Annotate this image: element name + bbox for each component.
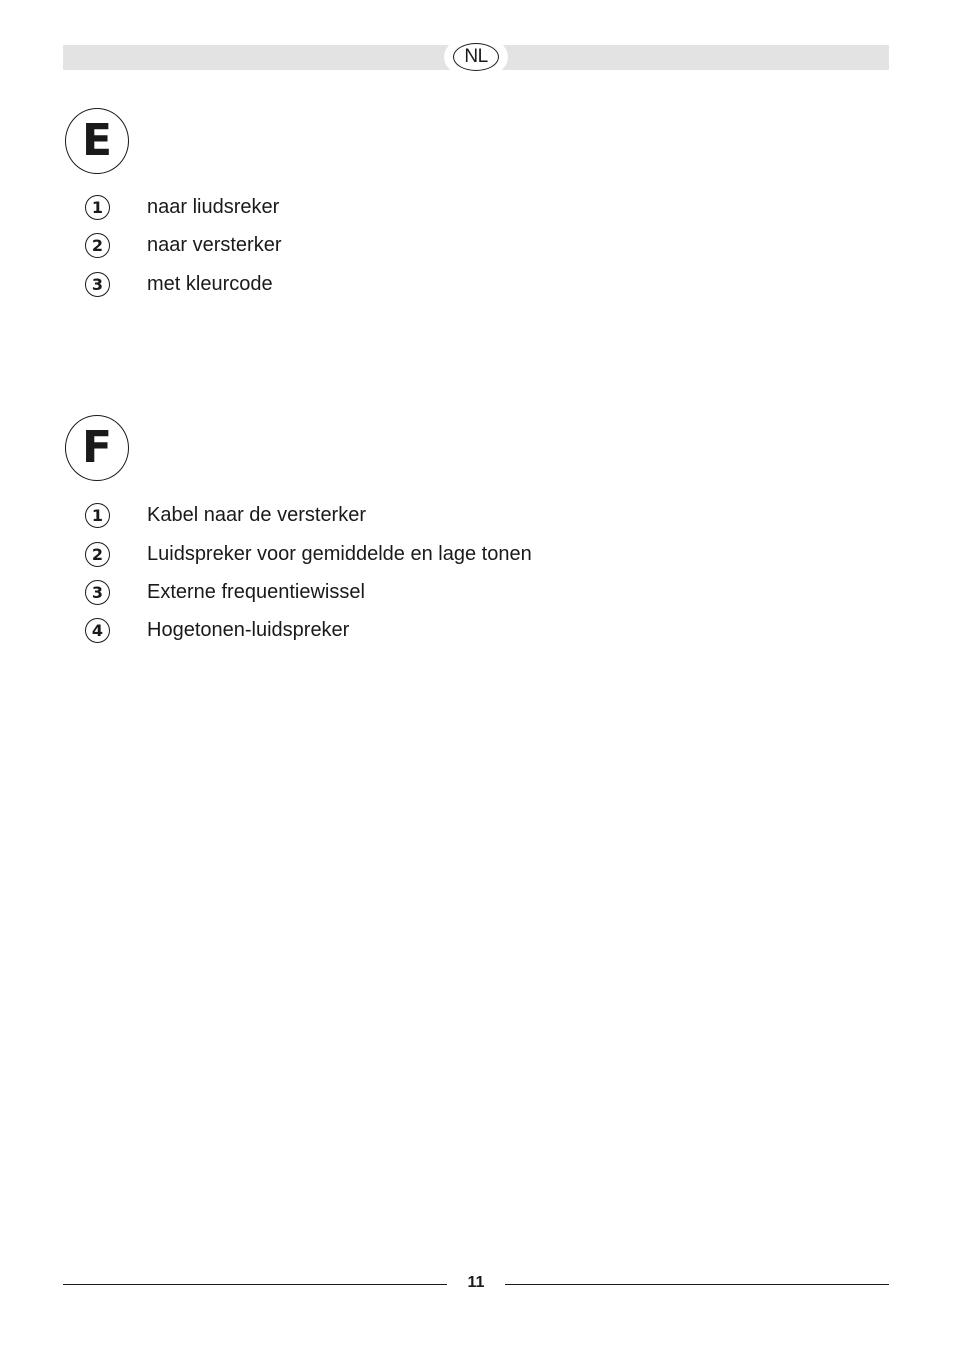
- language-badge-container: [444, 41, 508, 73]
- legend-text: Luidspreker voor gemiddelde en lage tonen: [147, 543, 532, 565]
- legend-text: met kleurcode: [147, 273, 273, 295]
- number-badge: 4: [85, 618, 110, 643]
- number-badge: 1: [85, 195, 110, 220]
- footer-divider-left: [63, 1284, 447, 1285]
- legend-item: [0, 578, 900, 608]
- number-badge: 3: [85, 272, 110, 297]
- page-number: 11: [467, 1274, 485, 1291]
- legend-text: naar versterker: [147, 234, 282, 256]
- legend-text: Kabel naar de versterker: [147, 504, 367, 526]
- legend-item: [0, 193, 900, 223]
- legend-item: [0, 270, 900, 300]
- legend-text: naar liudsreker: [147, 196, 280, 218]
- legend-item: [0, 501, 900, 531]
- number-badge: 1: [85, 503, 110, 528]
- legend-item: [0, 231, 900, 261]
- language-badge: NL: [453, 43, 499, 71]
- legend-text: Externe frequentiewissel: [147, 581, 365, 603]
- legend-text: Hogetonen-luidspreker: [147, 619, 350, 641]
- number-badge: 2: [85, 542, 110, 567]
- number-badge: 3: [85, 580, 110, 605]
- section-letter-badge: F: [65, 415, 129, 481]
- section-letter-badge: E: [65, 108, 129, 174]
- legend-item: [0, 540, 900, 570]
- number-badge: 2: [85, 233, 110, 258]
- legend-item: [0, 616, 900, 646]
- footer-divider-right: [505, 1284, 889, 1285]
